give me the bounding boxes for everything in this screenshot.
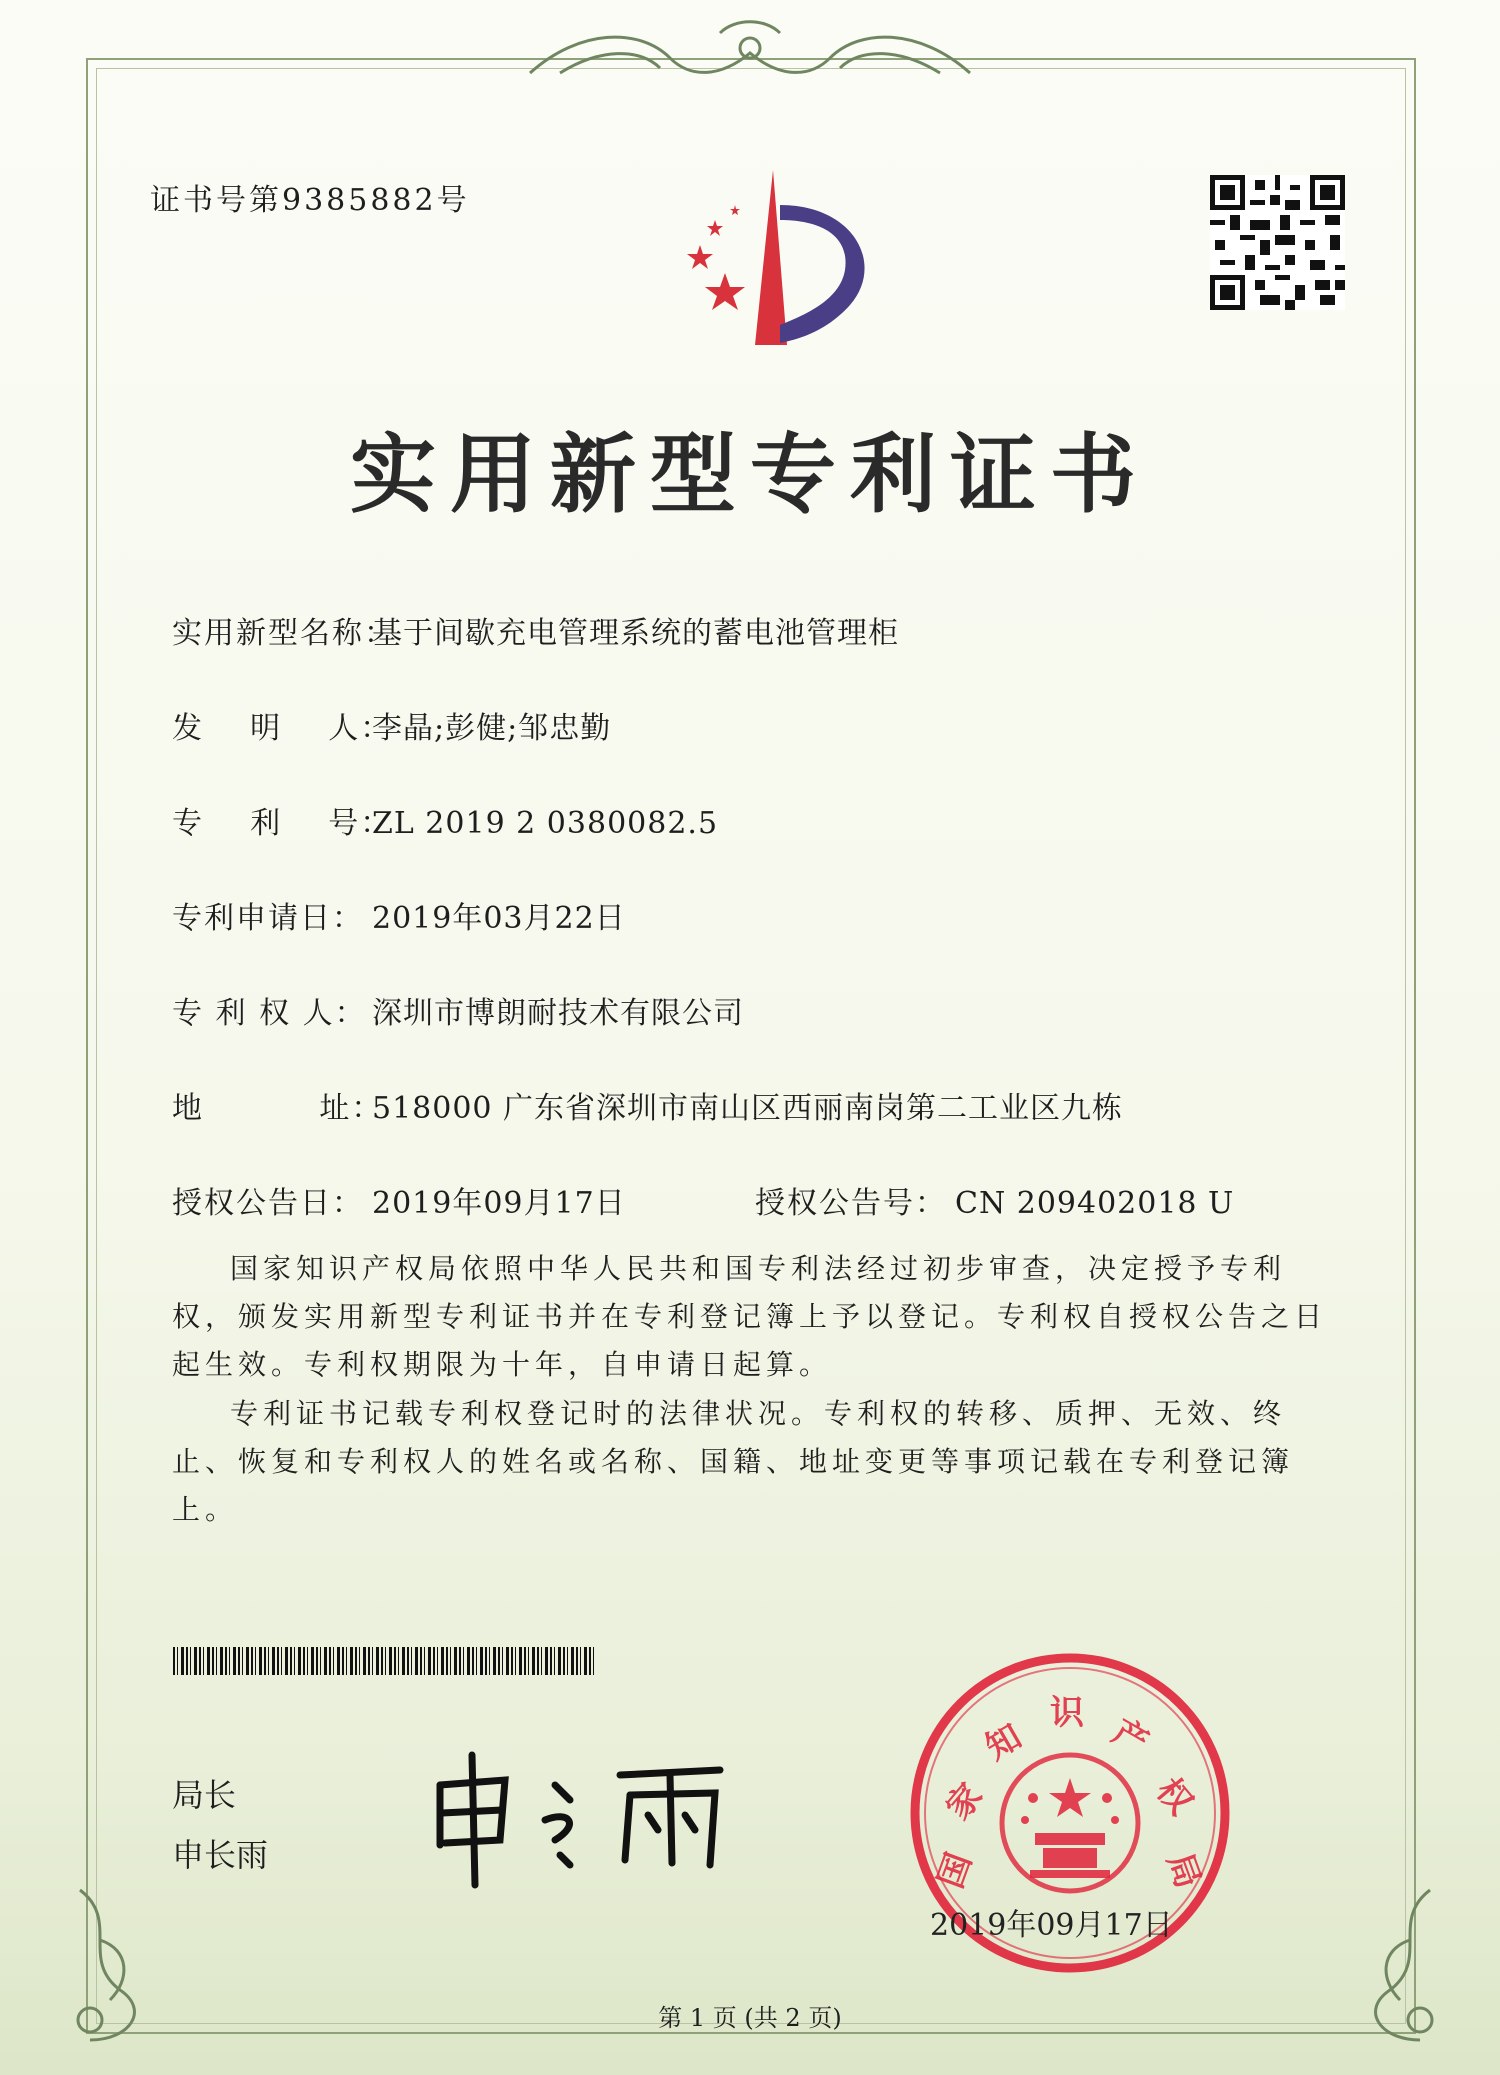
field-label: 授权公告日： [172, 1186, 364, 1221]
field-grant-date [172, 1178, 626, 1222]
seal-char-7: 局 [1159, 1847, 1209, 1894]
field-value: 518000 广东省深圳市南山区西丽南岗第二工业区九栋 [372, 1091, 1124, 1126]
field-label: 专 利 权 人： [172, 996, 367, 1031]
field-patent-number [172, 798, 718, 842]
top-ornament-icon [520, 18, 980, 93]
field-label: 实用新型名称： [172, 616, 396, 651]
field-value: 基于间歇充电管理系统的蓄电池管理柜 [372, 616, 899, 651]
director-name: 申长雨 [172, 1836, 269, 1874]
field-value: 2019年03月22日 [372, 901, 626, 936]
field-utility-model-name [172, 608, 899, 652]
field-label: 地 址： [172, 1091, 384, 1126]
body-paragraph-2: 专利证书记载专利权登记时的法律状况。专利权的转移、质押、无效、终止、恢复和专利权人的姓名或名称、国籍、地址变更等事项记载在专利登记簿上。 [172, 1397, 1295, 1526]
field-label: 发 明 人： [172, 711, 393, 746]
field-address [172, 1083, 1123, 1127]
field-label: 专利申请日： [172, 901, 364, 936]
field-label: 专 利 号： [172, 806, 393, 841]
seal-char-3: 知 [979, 1716, 1029, 1769]
field-value: ZL 2019 2 0380082.5 [372, 806, 719, 841]
seal-date: 2019年09月17日 [930, 1908, 1173, 1943]
seal-char-1: 国 [930, 1847, 980, 1894]
field-value: 李晶;彭健;邹忠勤 [372, 711, 612, 746]
field-application-date [172, 893, 626, 937]
field-value: 2019年09月17日 [372, 1186, 626, 1221]
seal-char-6: 权 [1148, 1770, 1201, 1823]
page-indicator: 第 1 页 (共 2 页) [658, 2004, 842, 2032]
seal-char-5: 产 [1105, 1711, 1155, 1764]
director-signature-icon [420, 1745, 760, 1895]
field-patentee [172, 988, 744, 1032]
field-grant-number [755, 1178, 1234, 1222]
field-value: 深圳市博朗耐技术有限公司 [372, 996, 744, 1031]
director-title: 局长 [172, 1776, 237, 1814]
barcode [173, 1647, 596, 1675]
seal-char-2: 家 [938, 1775, 991, 1828]
body-paragraph-1: 国家知识产权局依照中华人民共和国专利法经过初步审查，决定授予专利权，颁发实用新型专利证书并在专利登记簿上予以登记。专利权自授权公告之日起生效。专利权期限为十年，自申请日起算。 [172, 1252, 1328, 1381]
certificate-number: 证书号第9385882号 [150, 183, 470, 218]
field-inventor [172, 703, 611, 747]
cnipa-logo-icon [655, 165, 885, 360]
field-label: 授权公告号： [755, 1186, 947, 1221]
qr-code-icon [1210, 175, 1345, 310]
seal-char-4: 识 [1050, 1693, 1084, 1733]
certificate-title: 实用新型专利证书 [350, 425, 1150, 525]
field-value: CN 209402018 U [955, 1186, 1235, 1221]
